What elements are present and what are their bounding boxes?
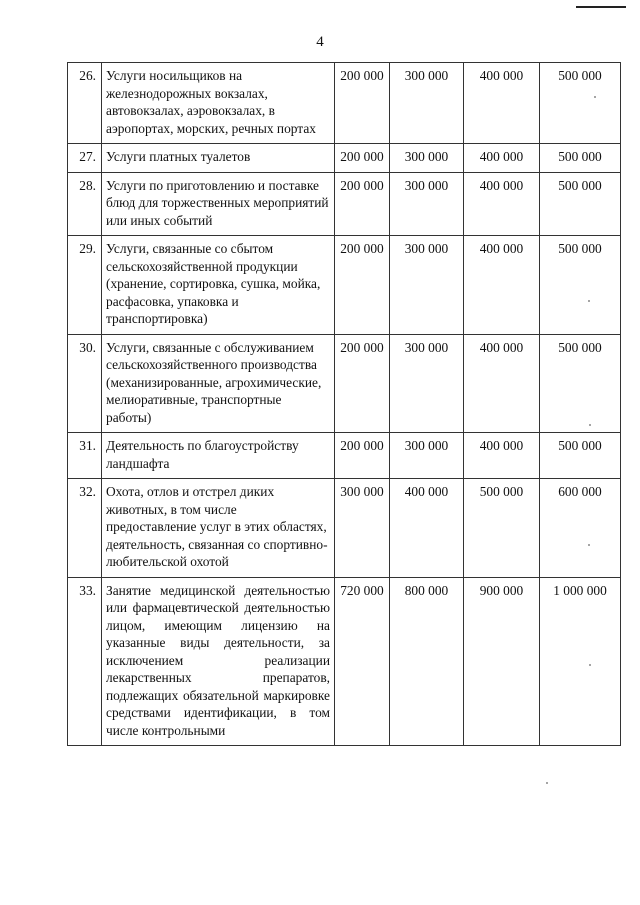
value-cell: 300 000 xyxy=(335,479,390,578)
tax-rate-table xyxy=(67,62,621,746)
row-number: 31. xyxy=(68,433,102,479)
value-cell: 400 000 xyxy=(464,433,540,479)
activity-description: Услуги, связанные со сбытом сельскохозяйственной продукции (хранение, сортировка, сушка, мойка, расфасовка, упаковка и транспортировка) xyxy=(102,236,335,335)
row-number: 27. xyxy=(68,144,102,173)
row-number: 26. xyxy=(68,63,102,144)
value-cell: 200 000 xyxy=(335,334,390,433)
value-cell: 300 000 xyxy=(390,144,464,173)
value-cell: 300 000 xyxy=(390,236,464,335)
value-cell: 200 000 xyxy=(335,433,390,479)
value-cell: 720 000 xyxy=(335,577,390,746)
value-cell: 800 000 xyxy=(390,577,464,746)
table-row xyxy=(68,236,621,335)
activity-description: Услуги, связанные с обслуживанием сельскохозяйственного производства (механизированные, агрохимические, мелиоративные, транспортные работы) xyxy=(102,334,335,433)
activity-description: Деятельность по благоустройству ландшафта xyxy=(102,433,335,479)
value-cell: 200 000 xyxy=(335,172,390,236)
value-cell: 400 000 xyxy=(464,172,540,236)
value-cell: 900 000 xyxy=(464,577,540,746)
table-row xyxy=(68,479,621,578)
value-cell: 200 000 xyxy=(335,63,390,144)
value-cell: 300 000 xyxy=(390,172,464,236)
value-cell: 300 000 xyxy=(390,334,464,433)
value-cell: 200 000 xyxy=(335,236,390,335)
scan-speck xyxy=(589,664,591,666)
value-cell: 500 000 xyxy=(540,433,621,479)
table-row xyxy=(68,63,621,144)
value-cell: 300 000 xyxy=(390,433,464,479)
activity-description: Охота, отлов и отстрел диких животных, в том числе предоставление услуг в этих областях, деятельность, связанная со спортивно-любительской охотой xyxy=(102,479,335,578)
scan-speck xyxy=(589,424,591,426)
value-cell: 500 000 xyxy=(464,479,540,578)
value-cell: 500 000 xyxy=(540,334,621,433)
value-cell: 500 000 xyxy=(540,236,621,335)
value-cell: 400 000 xyxy=(464,144,540,173)
table-row xyxy=(68,172,621,236)
value-cell: 400 000 xyxy=(390,479,464,578)
page-number: 4 xyxy=(316,34,324,50)
value-cell: 400 000 xyxy=(464,63,540,144)
activity-description: Услуги по приготовлению и поставке блюд для торжественных мероприятий или иных событий xyxy=(102,172,335,236)
scan-speck xyxy=(594,96,596,98)
value-cell: 400 000 xyxy=(464,334,540,433)
scan-speck xyxy=(546,782,548,784)
table-row xyxy=(68,577,621,746)
table-row xyxy=(68,433,621,479)
row-number: 30. xyxy=(68,334,102,433)
table-row xyxy=(68,334,621,433)
scan-speck xyxy=(588,300,590,302)
value-cell: 1 000 000 xyxy=(540,577,621,746)
scan-speck xyxy=(588,544,590,546)
header-rule xyxy=(576,6,626,8)
value-cell: 400 000 xyxy=(464,236,540,335)
value-cell: 200 000 xyxy=(335,144,390,173)
value-cell: 600 000 xyxy=(540,479,621,578)
row-number: 33. xyxy=(68,577,102,746)
activity-description: Услуги платных туалетов xyxy=(102,144,335,173)
row-number: 28. xyxy=(68,172,102,236)
value-cell: 500 000 xyxy=(540,63,621,144)
value-cell: 300 000 xyxy=(390,63,464,144)
table-row xyxy=(68,144,621,173)
row-number: 32. xyxy=(68,479,102,578)
activity-description: Услуги носильщиков на железнодорожных вокзалах, автовокзалах, аэровокзалах, в аэропортах, морских, речных портах xyxy=(102,63,335,144)
activity-description: Занятие медицинской деятельностью или фармацевтической деятельностью лицом, имеющим лицензию на указанные виды деятельности, за исключением реализации лекарственных препаратов, подлежащих обязательной маркировке средствами идентификации, в том числе контрольными xyxy=(102,577,335,746)
row-number: 29. xyxy=(68,236,102,335)
value-cell: 500 000 xyxy=(540,172,621,236)
value-cell: 500 000 xyxy=(540,144,621,173)
